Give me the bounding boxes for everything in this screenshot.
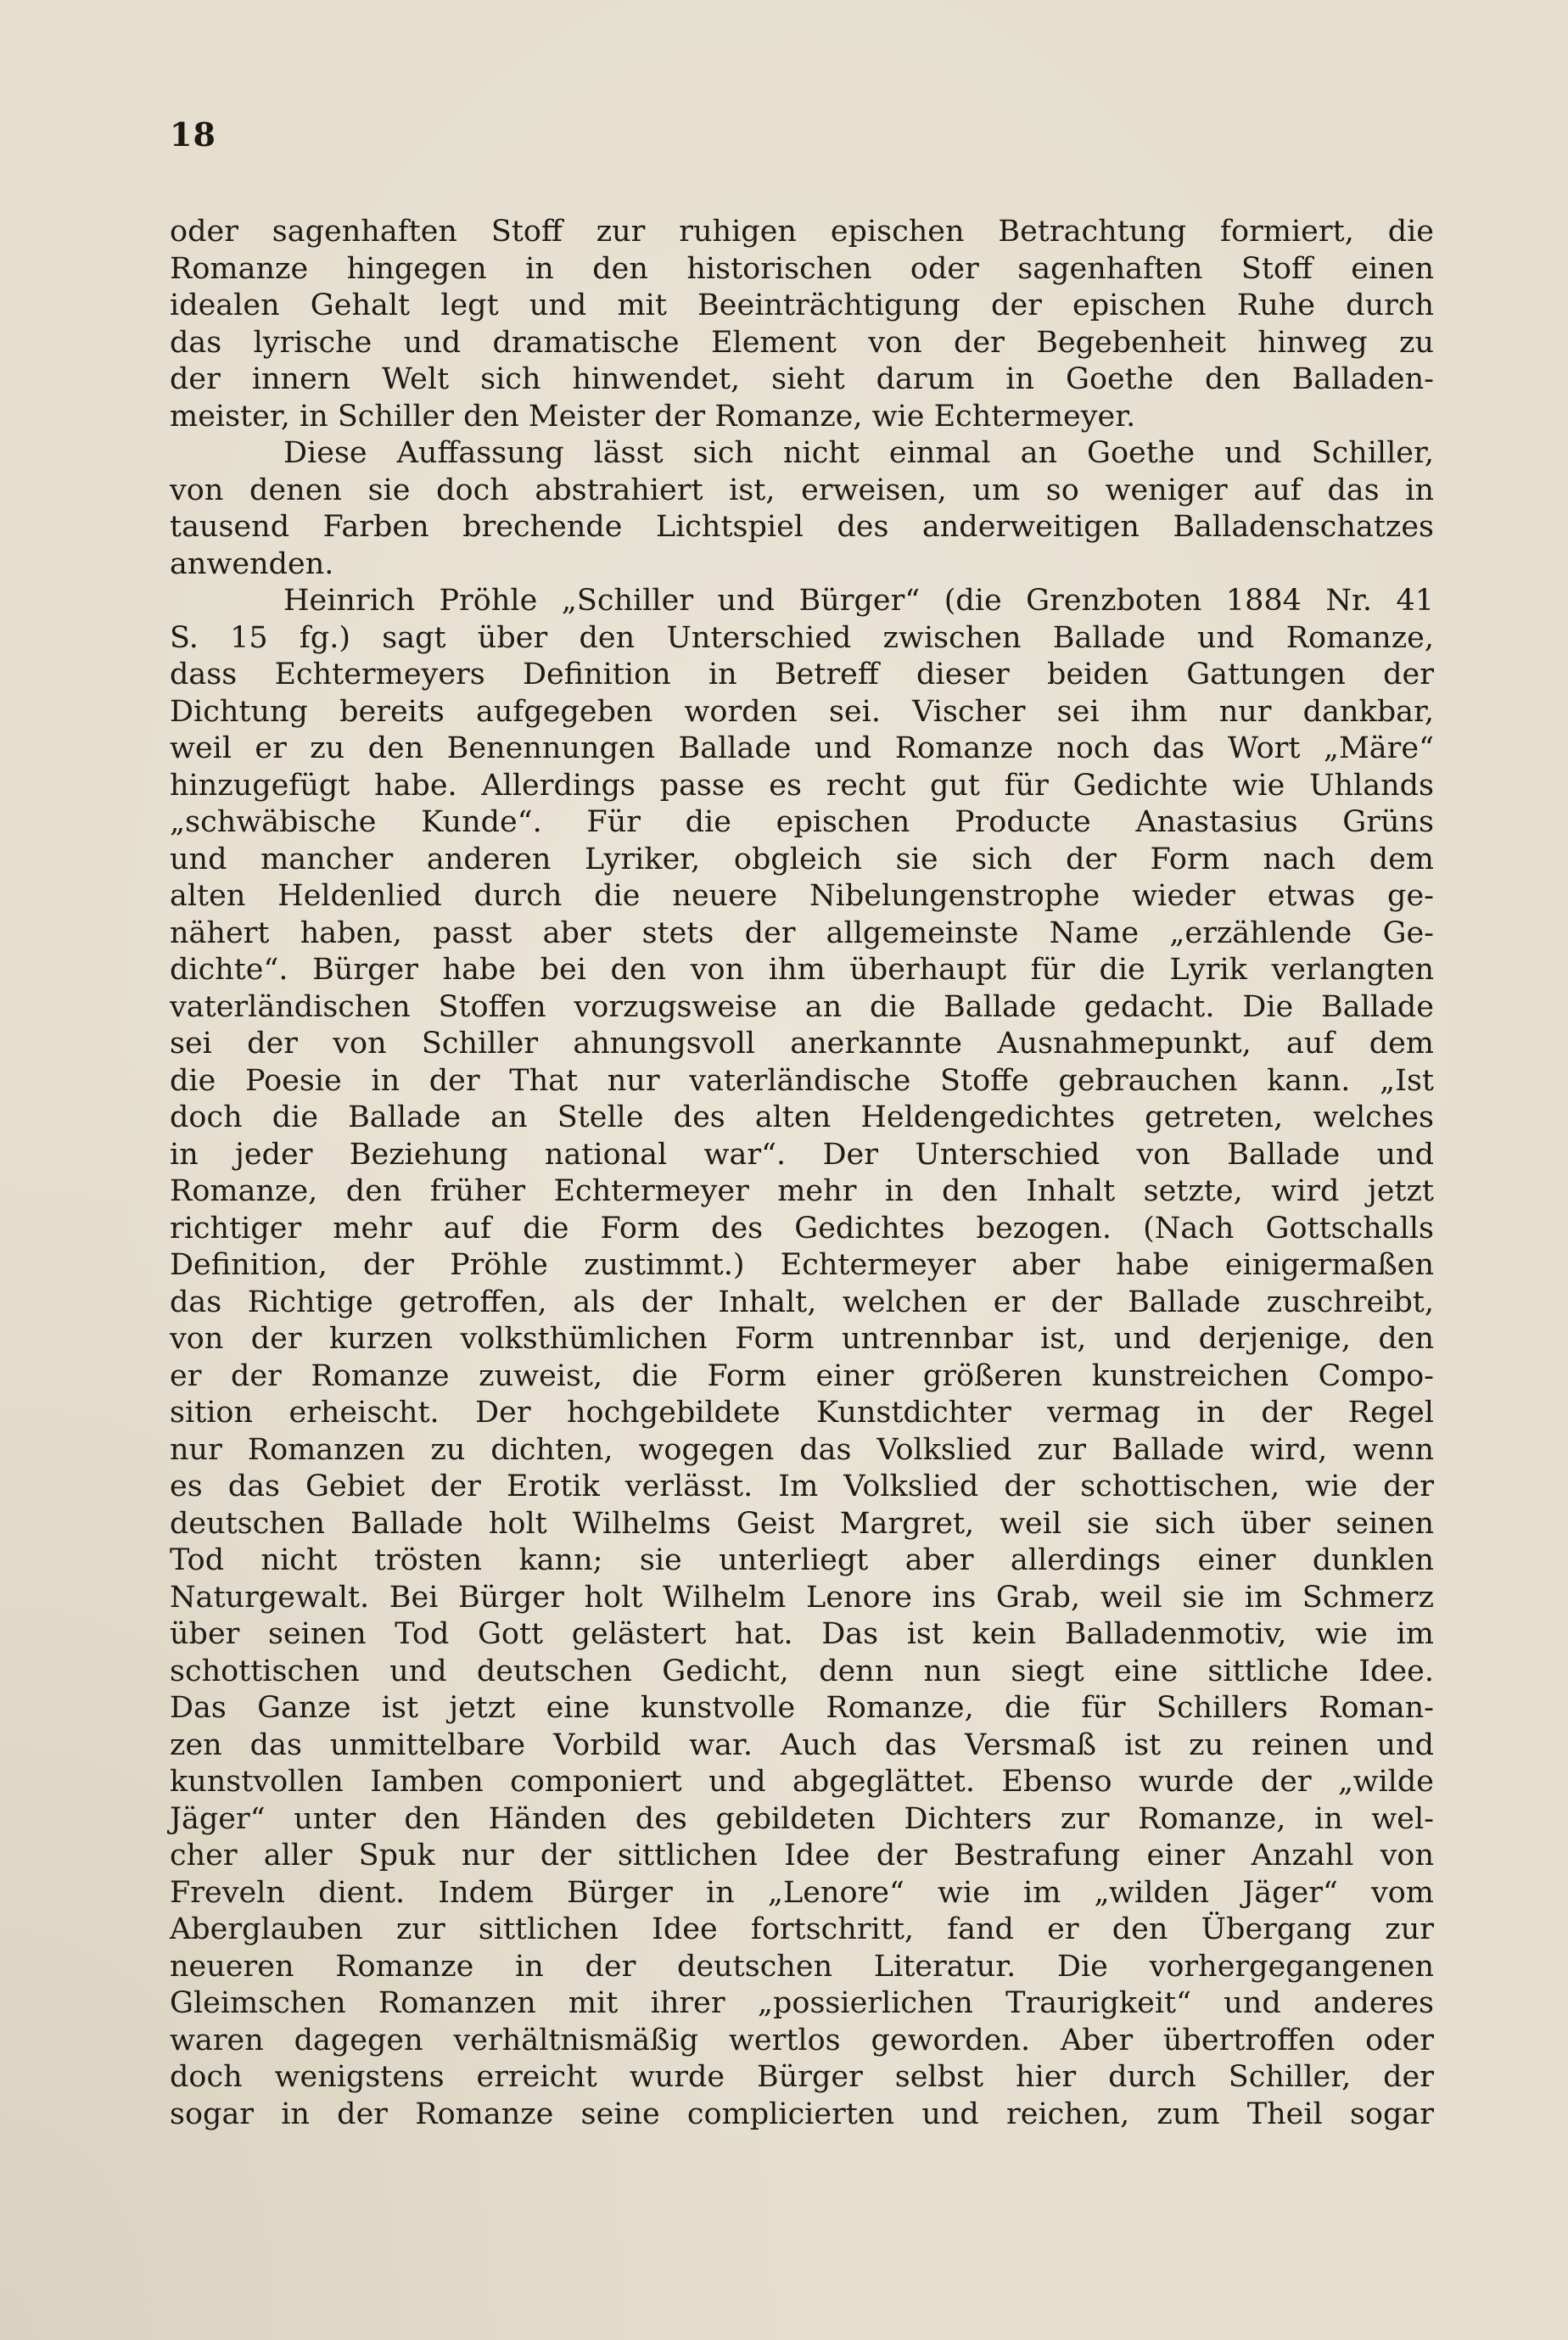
text-line: Aberglauben zur sittlichen Idee fortschritt, fand er den Übergang zur: [170, 1912, 1434, 1946]
text-line: das Richtige getroffen, als der Inhalt, welchen er der Ballade zuschreibt,: [170, 1285, 1434, 1319]
text-line: Dichtung bereits aufgegeben worden sei. Vischer sei ihm nur dankbar,: [170, 694, 1434, 729]
text-line: Romanze hingegen in den historischen oder sagenhaften Stoff einen: [170, 251, 1434, 286]
text-line: meister, in Schiller den Meister der Romanze, wie Echtermeyer.: [170, 399, 1136, 434]
text-line: Naturgewalt. Bei Bürger holt Wilhelm Lenore ins Grab, weil sie im Schmerz: [170, 1580, 1434, 1615]
text-line: vaterländischen Stoffen vorzugsweise an die Ballade gedacht. Die Ballade: [170, 989, 1434, 1024]
text-line: sogar in der Romanze seine complicierten und reichen, zum Theil sogar: [170, 2096, 1434, 2131]
text-line: und mancher anderen Lyriker, obgleich sie sich der Form nach dem: [170, 842, 1434, 876]
text-line: der innern Welt sich hinwendet, sieht darum in Goethe den Balladen-: [170, 362, 1434, 396]
text-line: weil er zu den Benennungen Ballade und Romanze noch das Wort „Märe“: [170, 731, 1434, 765]
text-line: Das Ganze ist jetzt eine kunstvolle Romanze, die für Schillers Roman-: [170, 1691, 1434, 1725]
text-line: S. 15 fg.) sagt über den Unterschied zwischen Ballade und Romanze,: [170, 620, 1434, 655]
text-line: es das Gebiet der Erotik verlässt. Im Volkslied der schottischen, wie der: [170, 1469, 1434, 1503]
text-line: von denen sie doch abstrahiert ist, erweisen, um so weniger auf das in: [170, 473, 1434, 507]
text-line: Definition, der Pröhle zustimmt.) Echtermeyer aber habe einigermaßen: [170, 1248, 1434, 1282]
text-line: alten Heldenlied durch die neuere Nibelungenstrophe wieder etwas ge-: [170, 879, 1434, 913]
text-line: dass Echtermeyers Definition in Betreff dieser beiden Gattungen der: [170, 658, 1434, 691]
page-number: 18: [170, 115, 216, 154]
text-line: Freveln dient. Indem Bürger in „Lenore“ wie im „wilden Jäger“ vom: [170, 1875, 1434, 1910]
text-line: Romanze, den früher Echtermeyer mehr in den Inhalt setzte, wird jetzt: [170, 1174, 1434, 1208]
text-line: sei der von Schiller ahnungsvoll anerkannte Ausnahmepunkt, auf dem: [170, 1027, 1434, 1061]
text-line: Gleimschen Romanzen mit ihrer „possierlichen Traurigkeit“ und anderes: [170, 1986, 1434, 2020]
text-line: richtiger mehr auf die Form des Gedichtes bezogen. (Nach Gottschalls: [170, 1211, 1434, 1246]
text-line: über seinen Tod Gott gelästert hat. Das ist kein Balladenmotiv, wie im: [170, 1617, 1434, 1651]
text-line: in jeder Beziehung national war“. Der Unterschied von Ballade und: [170, 1137, 1434, 1172]
text-line: das lyrische und dramatische Element von der Begebenheit hinweg zu: [170, 325, 1434, 360]
text-line: waren dagegen verhältnismäßig wertlos geworden. Aber übertroffen oder: [170, 2023, 1434, 2057]
text-line: Heinrich Pröhle „Schiller und Bürger“ (die Grenzboten 1884 Nr. 41: [283, 584, 1434, 618]
text-line: schottischen und deutschen Gedicht, denn nun siegt eine sittliche Idee.: [170, 1654, 1434, 1688]
text-line: Tod nicht trösten kann; sie unterliegt aber allerdings einer dunklen: [170, 1543, 1434, 1577]
text-line: Diese Auffassung lässt sich nicht einmal an Goethe und Schiller,: [283, 436, 1434, 470]
text-line: idealen Gehalt legt und mit Beeinträchtigung der epischen Ruhe durch: [170, 288, 1434, 322]
text-line: tausend Farben brechende Lichtspiel des anderweitigen Balladenschatzes: [170, 510, 1434, 544]
text-line: zen das unmittelbare Vorbild war. Auch das Versmaß ist zu reinen und: [170, 1727, 1434, 1762]
text-line: er der Romanze zuweist, die Form einer größeren kunstreichen Compo-: [170, 1358, 1434, 1393]
text-line: doch die Ballade an Stelle des alten Heldengedichtes getreten, welches: [170, 1100, 1434, 1134]
text-line: anwenden.: [170, 546, 334, 581]
text-line: Jäger“ unter den Händen des gebildeten Dichters zur Romanze, in wel-: [170, 1801, 1434, 1836]
text-line: oder sagenhaften Stoff zur ruhigen epischen Betrachtung formiert, die: [170, 215, 1434, 249]
text-line: die Poesie in der That nur vaterländische Stoffe gebrauchen kann. „Ist: [170, 1063, 1434, 1098]
text-line: hinzugefügt habe. Allerdings passe es recht gut für Gedichte wie Uhlands: [170, 768, 1434, 803]
body-text: [170, 214, 1434, 2133]
text-line: doch wenigstens erreicht wurde Bürger selbst hier durch Schiller, der: [170, 2060, 1434, 2094]
text-line: dichte“. Bürger habe bei den von ihm überhaupt für die Lyrik verlangten: [170, 953, 1434, 987]
text-line: deutschen Ballade holt Wilhelms Geist Margret, weil sie sich über seinen: [170, 1506, 1434, 1541]
text-line: cher aller Spuk nur der sittlichen Idee der Bestrafung einer Anzahl von: [170, 1839, 1434, 1873]
text-line: nur Romanzen zu dichten, wogegen das Volkslied zur Ballade wird, wenn: [170, 1432, 1434, 1467]
text-line: sition erheischt. Der hochgebildete Kunstdichter vermag in der Regel: [170, 1396, 1434, 1430]
text-line: kunstvollen Iamben componiert und abgeglättet. Ebenso wurde der „wilde: [170, 1765, 1434, 1799]
text-line: neueren Romanze in der deutschen Literatur. Die vorhergegangenen: [170, 1949, 1434, 1984]
text-line: nähert haben, passt aber stets der allgemeinste Name „erzählende Ge-: [170, 915, 1434, 950]
text-line: „schwäbische Kunde“. Für die epischen Producte Anastasius Grüns: [170, 805, 1434, 839]
text-line: von der kurzen volksthümlichen Form untrennbar ist, und derjenige, den: [170, 1322, 1434, 1356]
